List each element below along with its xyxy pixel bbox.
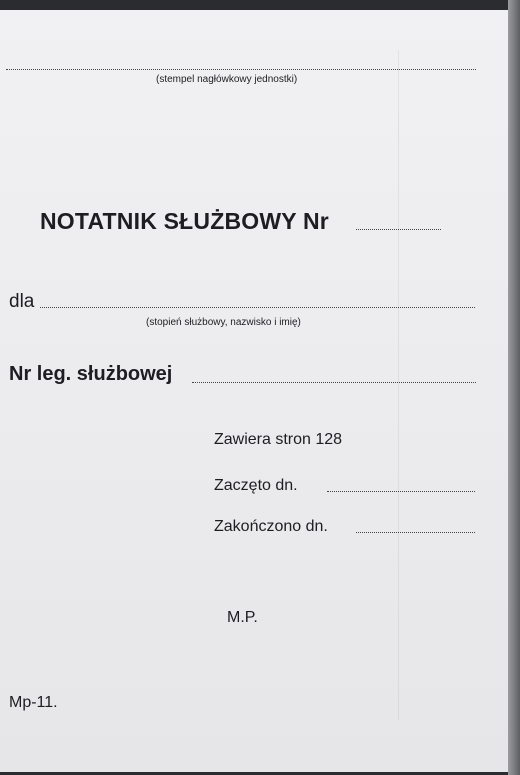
finished-date-field[interactable] bbox=[356, 532, 475, 533]
stamp-line bbox=[6, 69, 476, 70]
page-fold bbox=[398, 50, 399, 720]
pages-count: Zawiera stron 128 bbox=[214, 431, 343, 448]
started-date-field[interactable] bbox=[327, 491, 475, 492]
page-title: NOTATNIK SŁUŻBOWY Nr bbox=[40, 208, 329, 234]
started-label: Zaczęto dn. bbox=[214, 477, 298, 494]
finished-label: Zakończono dn. bbox=[214, 518, 328, 535]
page-edge bbox=[508, 0, 520, 775]
seal-place: M.P. bbox=[227, 609, 258, 626]
legitimation-label: Nr leg. służbowej bbox=[9, 363, 173, 385]
form-code: Mp-11. bbox=[9, 694, 58, 711]
form-page bbox=[0, 10, 508, 772]
stamp-caption: (stempel nagłówkowy jednostki) bbox=[156, 74, 298, 85]
recipient-label: dla bbox=[9, 291, 35, 312]
legitimation-field[interactable] bbox=[192, 382, 476, 383]
notebook-number-field[interactable] bbox=[356, 229, 441, 230]
recipient-caption: (stopień służbowy, nazwisko i imię) bbox=[146, 317, 301, 328]
recipient-field[interactable] bbox=[40, 307, 475, 308]
